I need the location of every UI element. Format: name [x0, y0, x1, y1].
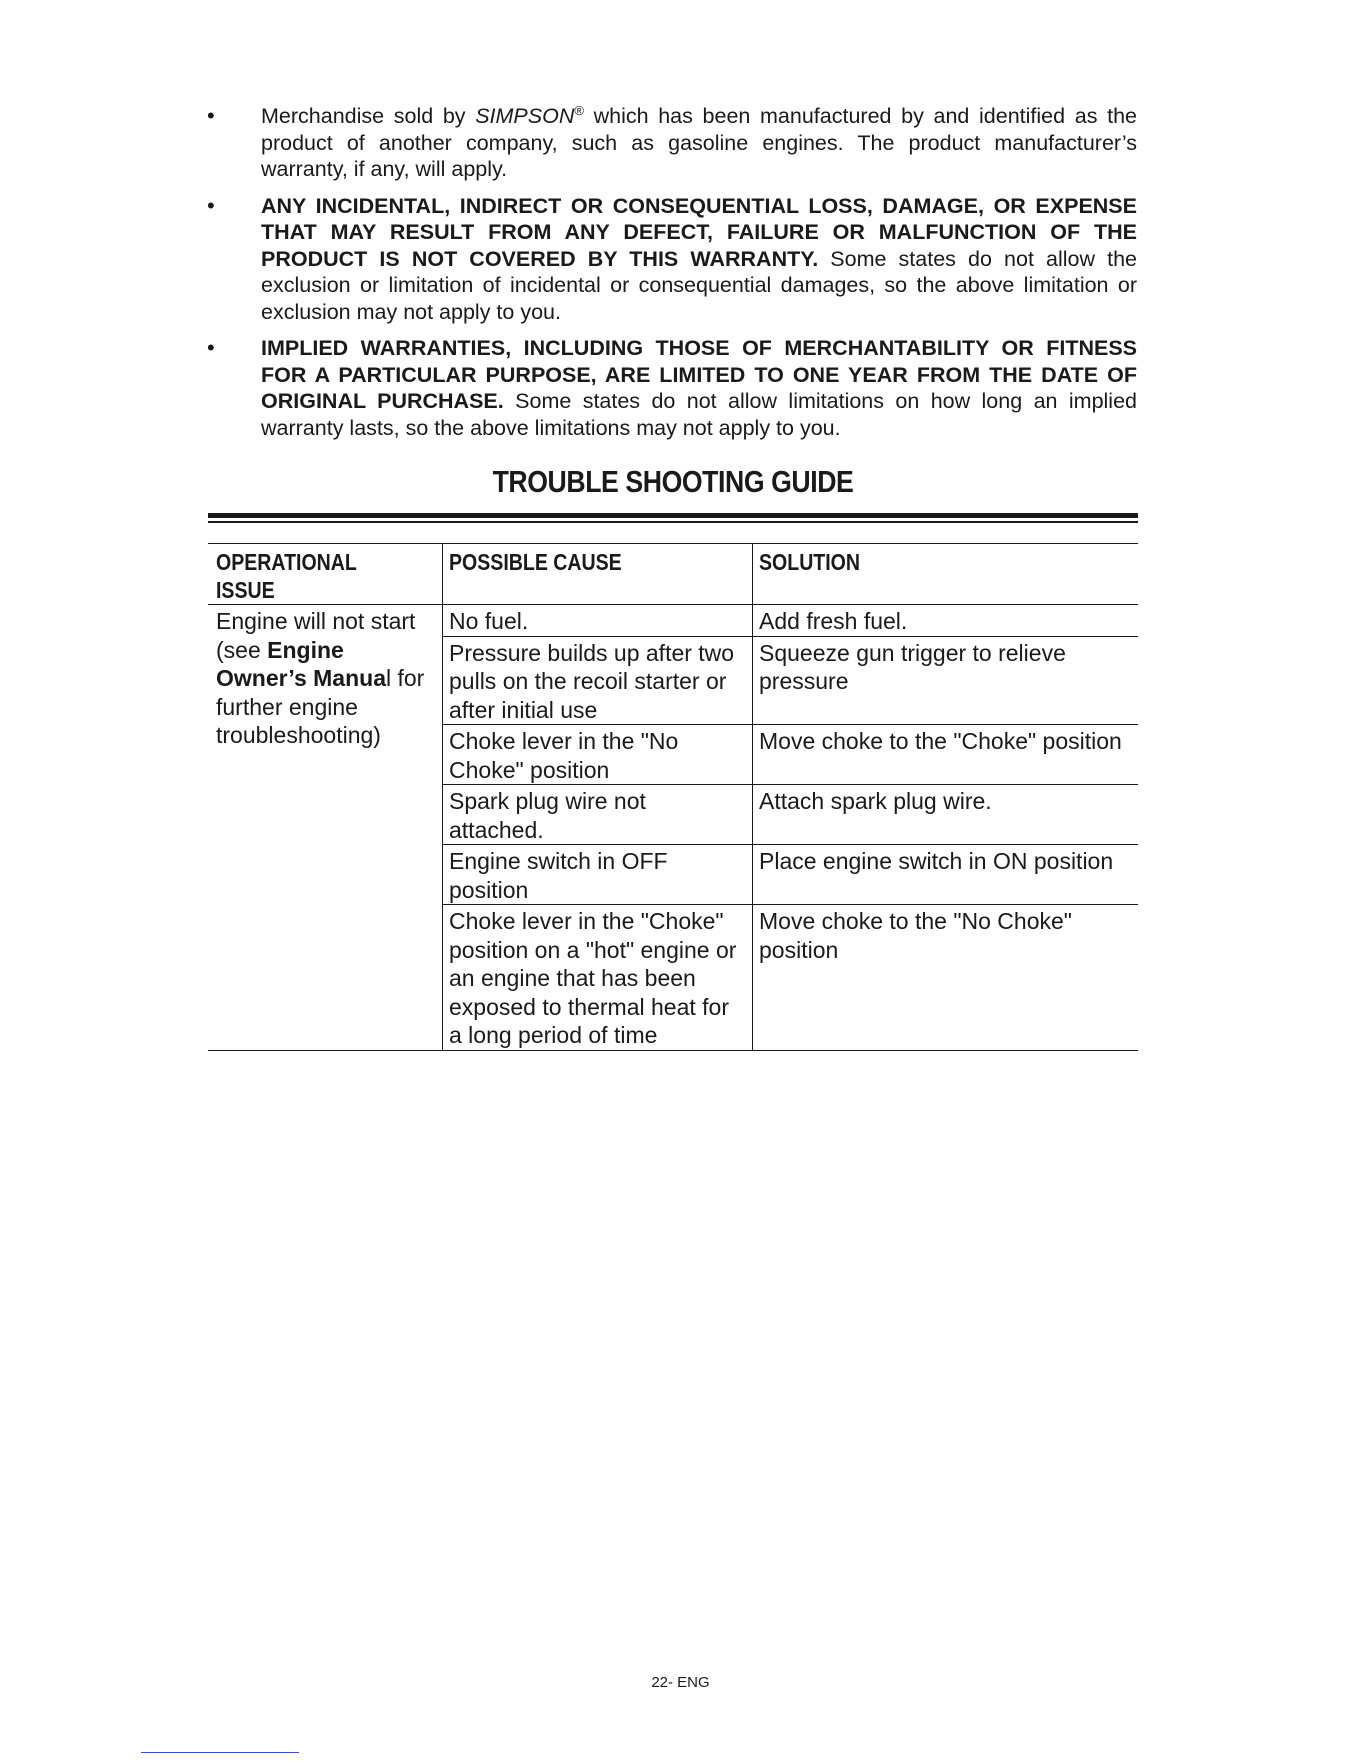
- bullet-text-normal: Merchandise sold by: [261, 104, 476, 128]
- cause-cell: Spark plug wire not attached.: [443, 785, 753, 845]
- table-row: [208, 605, 1138, 637]
- cause-cell: Choke lever in the "No Choke" position: [443, 725, 753, 785]
- cause-cell: Pressure builds up after two pulls on the recoil starter or after initial use: [443, 636, 753, 725]
- solution-cell: Place engine switch in ON position: [753, 845, 1139, 905]
- header-solution: SOLUTION: [753, 544, 1139, 605]
- solution-cell: Move choke to the "No Choke" position: [753, 905, 1139, 1051]
- solution-cell: Add fresh fuel.: [753, 605, 1139, 637]
- cause-cell: No fuel.: [443, 605, 753, 637]
- bullet-text-normal: Some states do not allow limitations on how long an implied warranty lasts, so the above limitations may not apply to you.: [261, 389, 1137, 440]
- footer-link-underline[interactable]: [141, 1752, 299, 1753]
- solution-cell: Move choke to the "Choke" position: [753, 725, 1139, 785]
- cause-cell: Choke lever in the "Choke" position on a "hot" engine or an engine that has been exposed to thermal heat for a long period of time: [443, 905, 753, 1051]
- issue-cell: [208, 605, 443, 1051]
- bullet-dot-icon: •: [207, 192, 215, 218]
- bullet-text-normal: Some states do not allow the exclusion or limitation of incidental or consequential damages, so the above limitation or exclusion may not apply to you.: [261, 246, 1137, 324]
- title-rule-thick: [208, 513, 1138, 518]
- solution-cell: Squeeze gun trigger to relieve pressure: [753, 636, 1139, 725]
- issue-text: Engine will not start (see: [216, 608, 416, 663]
- bullet-dot-icon: •: [207, 335, 215, 360]
- issue-reference: Engine Owner’s Manua: [216, 636, 386, 691]
- bullet-text-bold: ANY INCIDENTAL, INDIRECT OR CONSEQUENTIAL LOSS, DAMAGE, OR EXPENSE THAT MAY RESULT FROM ANY DEFECT, FAILURE OR MALFUNCTION OF THE PRODUCT IS NOT COVERED BY THIS WARRANTY.: [261, 193, 1137, 271]
- warranty-bullet: [207, 103, 1137, 183]
- warranty-bullet: [207, 335, 1137, 441]
- bullet-dot-icon: •: [207, 103, 215, 128]
- header-operational-issue: OPERATIONAL ISSUE: [208, 544, 443, 605]
- troubleshooting-table: [208, 543, 1138, 1051]
- section-title: TROUBLE SHOOTING GUIDE: [492, 464, 854, 499]
- bullet-text-normal: which has been manufactured by and identified as the product of another company, such as gasoline engines. The product manufacturer’s warranty, if any, will apply.: [261, 104, 1137, 181]
- warranty-exclusions-list: [207, 103, 1137, 451]
- registered-mark: ®: [574, 102, 584, 118]
- title-rule-thin: [208, 521, 1138, 523]
- solution-cell: Attach spark plug wire.: [753, 785, 1139, 845]
- cause-cell: Engine switch in OFF position: [443, 845, 753, 905]
- brand-name: SIMPSON: [475, 104, 575, 128]
- bullet-text-bold: IMPLIED WARRANTIES, INCLUDING THOSE OF MERCHANTABILITY OR FITNESS FOR A PARTICULAR PURPOSE, ARE LIMITED TO ONE YEAR FROM THE DATE OF ORIGINAL PURCHASE.: [261, 336, 1137, 413]
- page-number: 22- ENG: [651, 1674, 710, 1691]
- issue-text-suffix: l for further engine troubleshooting): [216, 665, 425, 748]
- table-header-row: [208, 544, 1138, 605]
- header-possible-cause: POSSIBLE CAUSE: [443, 544, 753, 605]
- warranty-bullet: [207, 193, 1137, 326]
